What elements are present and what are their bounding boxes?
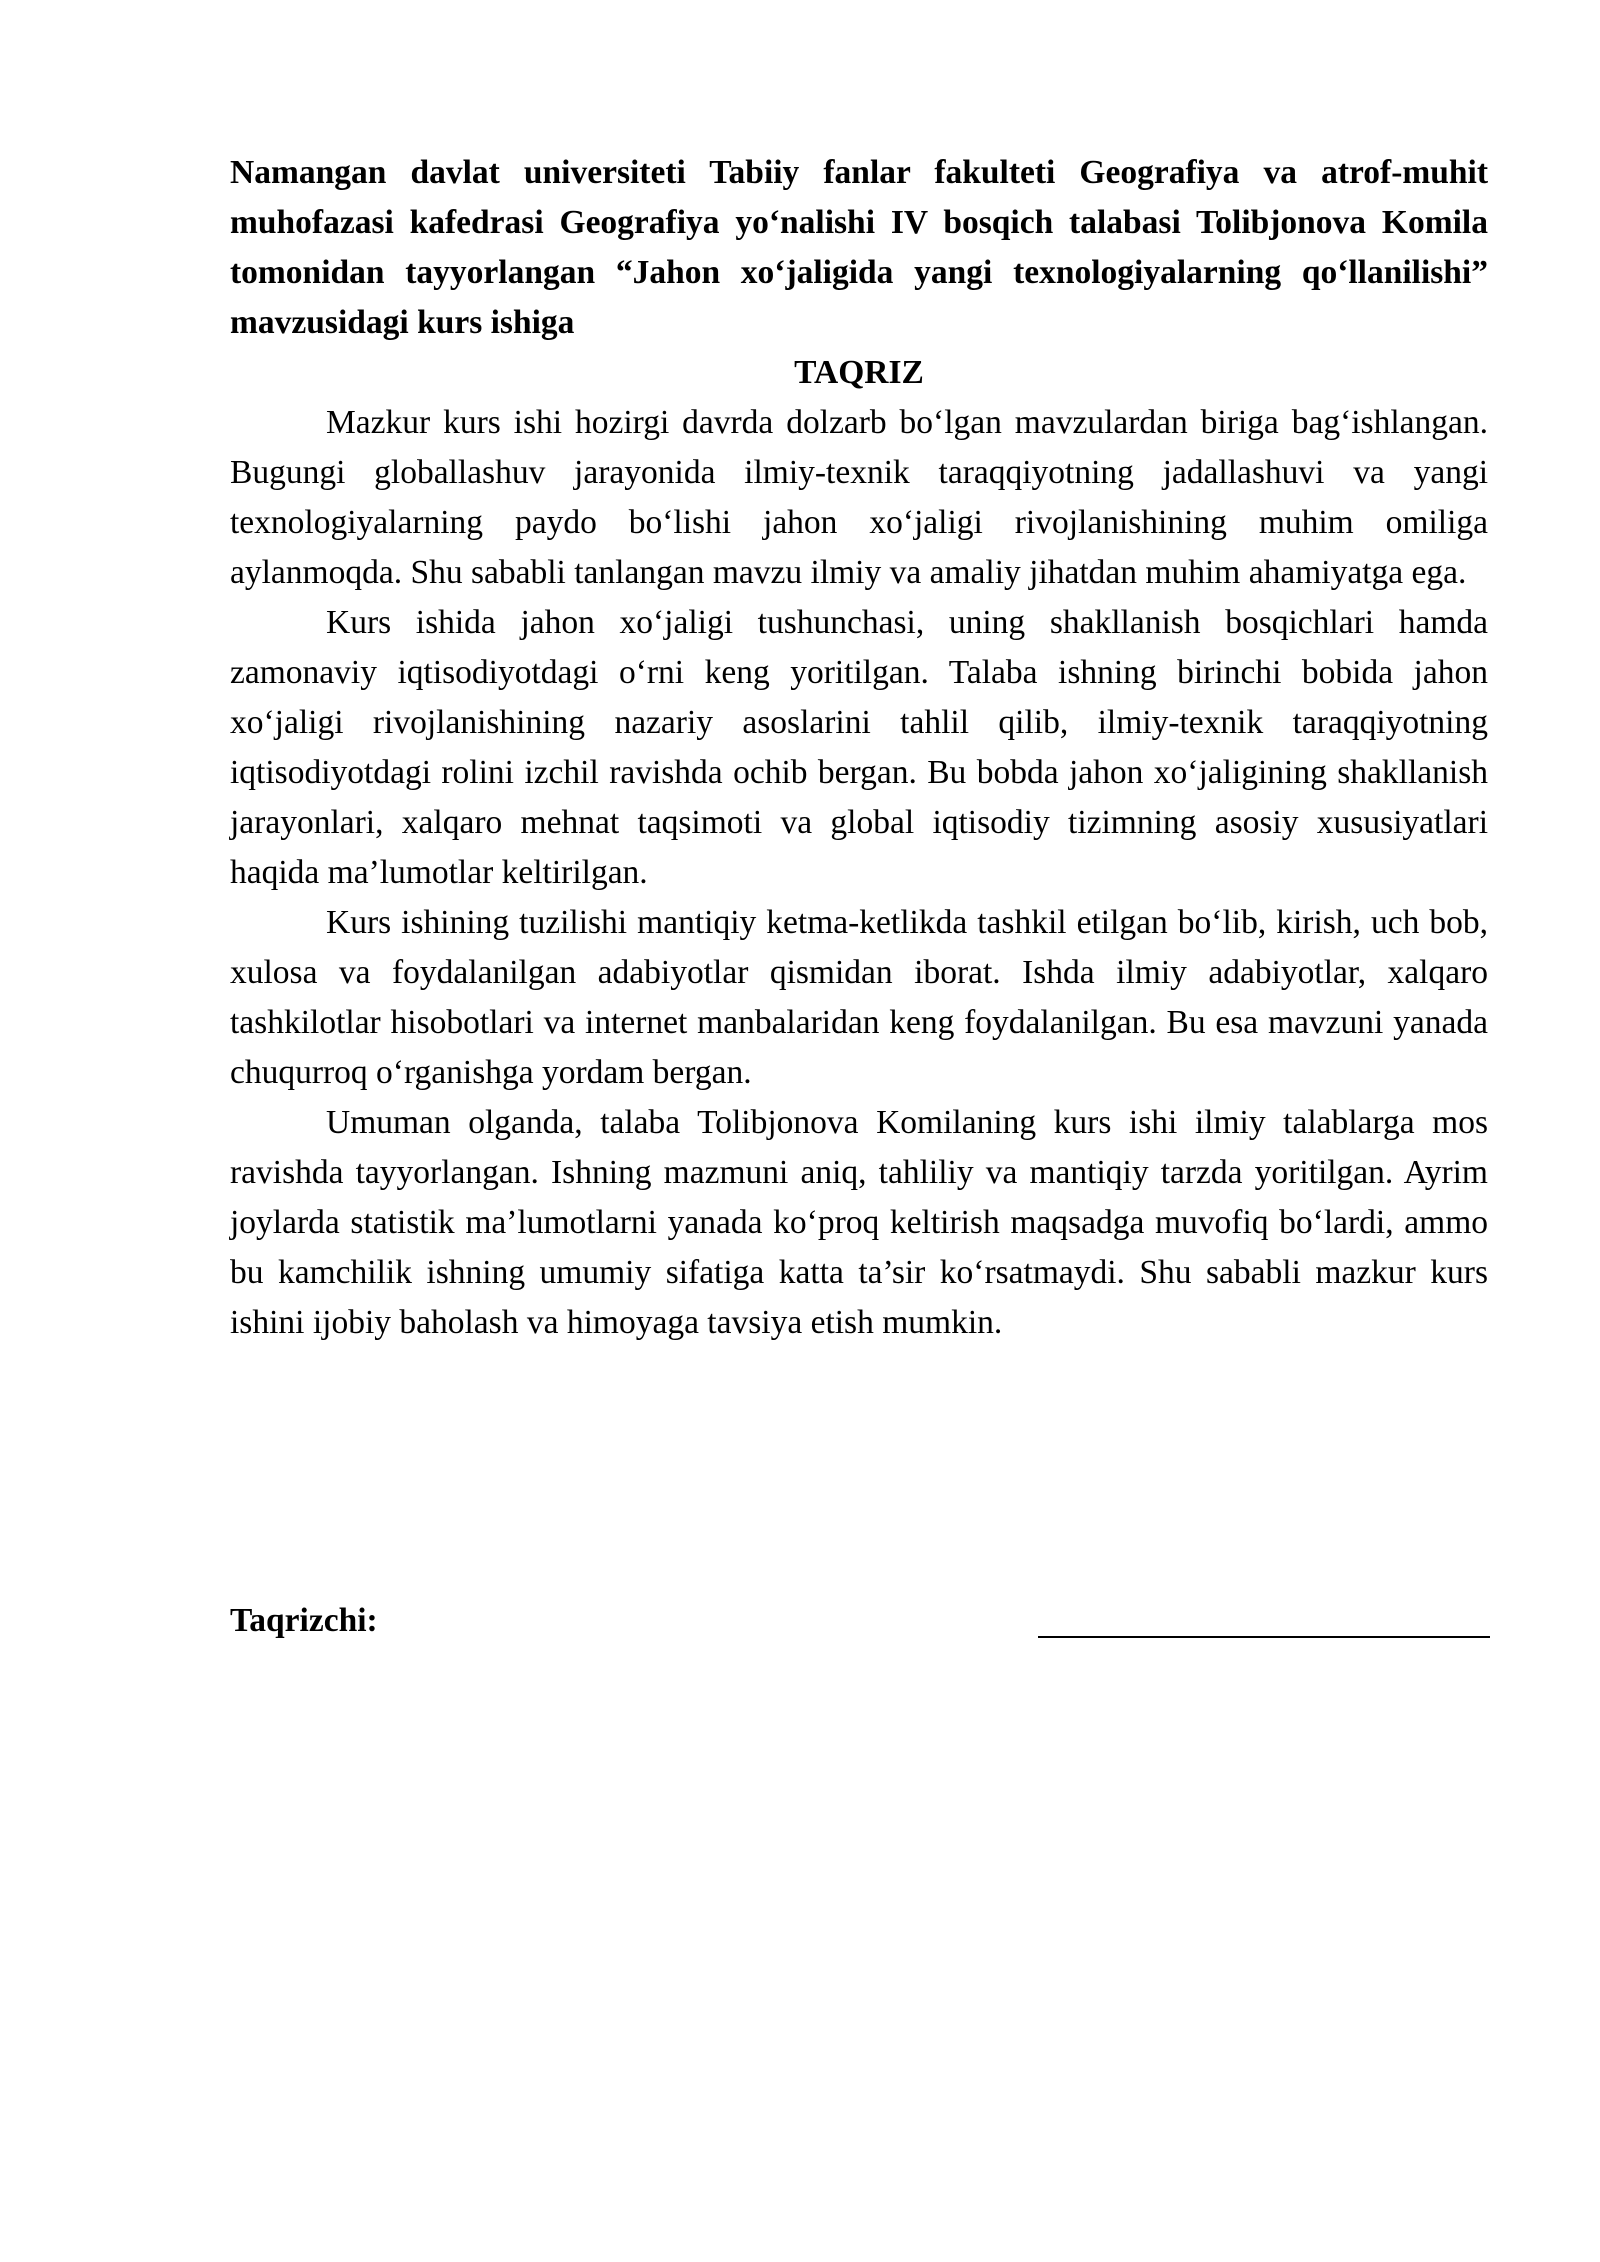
paragraph-3: Kurs ishining tuzilishi mantiqiy ketma-ketlikda tashkil etilgan bo‘lib, kirish, uch bob, xulosa va foydalanilgan adabiyotlar qismidan iborat. Ishda ilmiy adabiyotlar, xalqaro tashkilotlar hisobotlari va internet manbalaridan keng foydalanilgan. Bu esa mavzuni yanada chuqurroq o‘rganishga yordam bergan. (230, 904, 1488, 1091)
signature-block (230, 1596, 1488, 1656)
paragraph-1: Mazkur kurs ishi hozirgi davrda dolzarb bo‘lgan mavzulardan biriga bag‘ishlangan. Bugungi globallashuv jarayonida ilmiy-texnik taraqqiyotning jadallashuvi va yangi texnologiyalarning paydo bo‘lishi jahon xo‘jaligi rivojlanishining muhim omiliga aylanmoqda. Shu sababli tanlangan mavzu ilmiy va amaliy jihatdan muhim ahamiyatga ega. (230, 404, 1488, 591)
document-title: TAQRIZ (794, 354, 924, 391)
reviewer-label: Taqrizchi: (230, 1602, 378, 1639)
paragraph-2: Kurs ishida jahon xo‘jaligi tushunchasi, uning shakllanish bosqichlari hamda zamonaviy iqtisodiyotdagi o‘rni keng yoritilgan. Talaba ishning birinchi bobida jahon xo‘jaligi rivojlanishining nazariy asoslarini tahlil qilib, ilmiy-texnik taraqqiyotning iqtisodiyotdagi rolini izchil ravishda ochib bergan. Bu bobda jahon xo‘jaligining shakllanish jarayonlari, xalqaro mehnat taqsimoti va global iqtisodiy tizimning asosiy xususiyatlari haqida ma’lumotlar keltirilgan. (230, 604, 1488, 891)
document-body (230, 148, 1488, 1348)
paragraph-4: Umuman olganda, talaba Tolibjonova Komilaning kurs ishi ilmiy talablarga mos ravishda tayyorlangan. Ishning mazmuni aniq, tahliliy va mantiqiy tarzda yoritilgan. Ayrim joylarda statistik ma’lumotlarni yanada ko‘proq keltirish maqsadga muvofiq bo‘lardi, ammo bu kamchilik ishning umumiy sifatiga katta ta’sir ko‘rsatmaydi. Shu sababli mazkur kurs ishini ijobiy baholash va himoyaga tavsiya etish mumkin. (230, 1104, 1488, 1341)
signature-line (1038, 1636, 1490, 1638)
document-header: Namangan davlat universiteti Tabiiy fanlar fakulteti Geografiya va atrof-muhit muhofazasi kafedrasi Geografiya yo‘nalishi IV bosqich talabasi Tolibjonova Komila tomonidan tayyorlangan “Jahon xo‘jaligida yangi texnologiyalarning qo‘llanilishi” mavzusidagi kurs ishiga (230, 154, 1488, 341)
